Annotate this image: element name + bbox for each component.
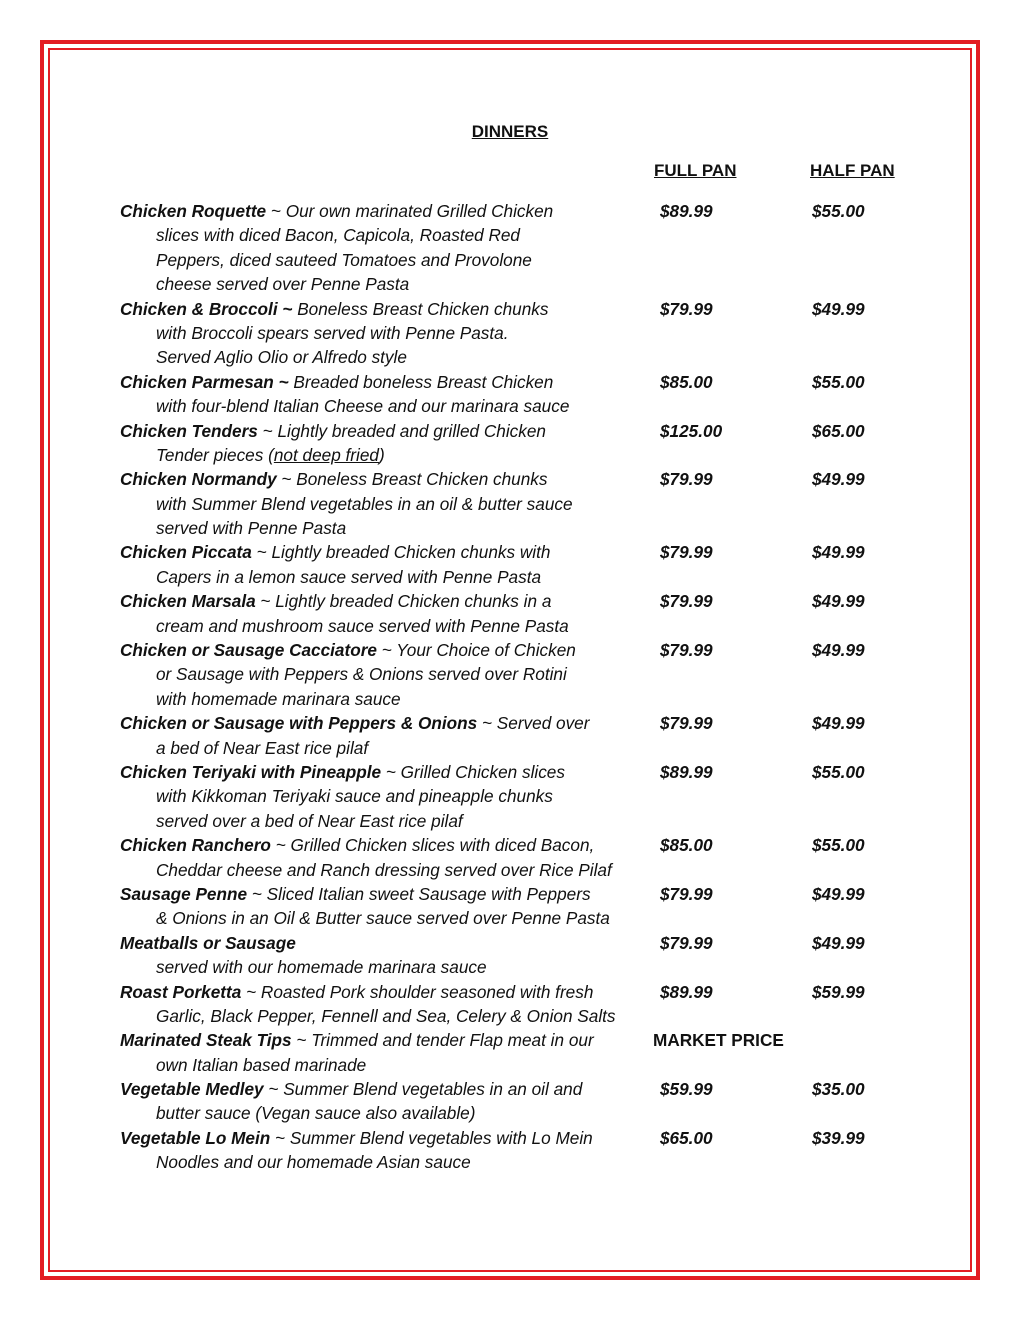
menu-item-half-pan-price: $55.00 (812, 201, 865, 221)
menu-item-full-pan-price: $59.99 (660, 1079, 713, 1100)
menu-item-separator: ~ (477, 713, 497, 734)
menu-item-description: Breaded boneless Breast Chicken (293, 371, 554, 392)
menu-item (120, 589, 920, 638)
menu-item-full-pan-price: $79.99 (660, 298, 713, 319)
menu-item-description-line: & Onions in an Oil & Butter sauce served over Penne Pasta (156, 908, 610, 929)
menu-item-description-line: Cheddar cheese and Ranch dressing served over Rice Pilaf (156, 859, 612, 880)
menu-item-description: Trimmed and tender Flap meat in our (311, 1030, 594, 1051)
menu-item-half-pan-price: $49.99 (812, 640, 865, 661)
menu-item-description-line: own Italian based marinade (156, 1054, 367, 1075)
menu-item-first-line (120, 1126, 920, 1150)
menu-item-full-pan-price: $85.00 (660, 835, 713, 856)
menu-item-name: Chicken Piccata (120, 542, 252, 563)
menu-item-description-line: Garlic, Black Pepper, Fennell and Sea, Celery & Onion Salts (156, 1005, 616, 1026)
menu-item-full-pan-price: $89.99 (660, 761, 713, 782)
menu-item-half-pan-price: $49.99 (812, 591, 865, 612)
menu-item (120, 882, 920, 931)
half-pan-header: HALF PAN (810, 161, 895, 180)
menu-item-description-line: Capers in a lemon sauce served with Penne Pasta (156, 566, 542, 587)
menu-item-separator: ~ (270, 835, 291, 856)
menu-item-separator: ~ (266, 201, 286, 221)
menu-item-description-line: served with our homemade marinara sauce (156, 957, 487, 978)
menu-item-description-line: Noodles and our homemade Asian sauce (156, 1152, 471, 1173)
menu-item-name: Meatballs or Sausage (120, 932, 296, 953)
menu-item-description-text: Tender pieces ( (156, 444, 274, 465)
menu-item-separator: ~ (276, 469, 297, 490)
menu-item-separator: ~ (376, 640, 397, 661)
menu-item-first-line (120, 638, 920, 662)
menu-item-description: Boneless Breast Chicken chunks (296, 469, 548, 490)
menu-item-first-line (120, 467, 920, 491)
menu-item (120, 980, 920, 1029)
menu-item-half-pan-price: $59.99 (812, 981, 865, 1002)
menu-item-half-pan-price: $49.99 (812, 932, 865, 953)
menu-item-first-line (120, 419, 920, 443)
menu-item-first-line (120, 589, 920, 613)
menu-item-half-pan-price: $65.00 (812, 420, 865, 441)
menu-item-full-pan-price: $125.00 (660, 420, 723, 441)
menu-item-half-pan-price: $55.00 (812, 371, 865, 392)
menu-item-market-price: MARKET PRICE (653, 1030, 784, 1051)
menu-item-separator: ~ (251, 542, 272, 563)
menu-item-name: Chicken Ranchero (120, 835, 271, 856)
menu-item-separator: ~ (241, 981, 261, 1002)
menu-item-half-pan-price: $55.00 (812, 761, 865, 782)
menu-item-name: Chicken Marsala (120, 591, 256, 612)
menu-item-description: Summer Blend vegetables with Lo Mein (289, 1127, 593, 1148)
menu-item-name: Vegetable Lo Mein (120, 1127, 271, 1148)
menu-item-full-pan-price: $79.99 (660, 883, 713, 904)
menu-item-name: Chicken Parmesan ~ (120, 371, 289, 392)
menu-item-description: Grilled Chicken slices with diced Bacon, (290, 835, 595, 856)
menu-item-separator: ~ (255, 591, 276, 612)
menu-item-description: Sliced Italian sweet Sausage with Peppers (266, 883, 591, 904)
menu-item-first-line (120, 540, 920, 564)
menu-item (120, 638, 920, 711)
menu-item-name: Chicken & Broccoli ~ (120, 298, 293, 319)
menu-item-half-pan-price: $49.99 (812, 298, 865, 319)
menu-item-separator: ~ (291, 1030, 312, 1051)
menu-item-description: Lightly breaded and grilled Chicken (277, 420, 546, 441)
menu-list (120, 199, 920, 1175)
menu-item-description-line: served over a bed of Near East rice pilaf (156, 810, 463, 831)
menu-item-description-line: cream and mushroom sauce served with Penne Pasta (156, 615, 569, 636)
menu-item-description-line: or Sausage with Peppers & Onions served over Rotini (156, 664, 567, 685)
menu-item-description-line: with Broccoli spears served with Penne Pasta. (156, 322, 509, 343)
menu-item-full-pan-price: $79.99 (660, 591, 713, 612)
full-pan-header: FULL PAN (654, 161, 737, 180)
menu-item-full-pan-price: $89.99 (660, 981, 713, 1002)
menu-item-description: Boneless Breast Chicken chunks (297, 298, 549, 319)
menu-item-half-pan-price: $39.99 (812, 1127, 865, 1148)
menu-item (120, 540, 920, 589)
menu-item-half-pan-price: $49.99 (812, 883, 865, 904)
menu-item-description-line: a bed of Near East rice pilaf (156, 737, 369, 758)
menu-item-name: Chicken Tenders (120, 420, 258, 441)
menu-item (120, 467, 920, 540)
menu-item-description-line: served with Penne Pasta (156, 518, 347, 539)
menu-item-name: Chicken or Sausage with Peppers & Onions (120, 713, 478, 734)
menu-item-first-line (120, 882, 920, 906)
menu-item-description: Served over (496, 713, 590, 734)
menu-item (120, 931, 920, 980)
menu-item-full-pan-price: $79.99 (660, 542, 713, 563)
menu-item-full-pan-price: $79.99 (660, 932, 713, 953)
menu-item (120, 1028, 920, 1077)
menu-item-description-line: with homemade marinara sauce (156, 688, 401, 709)
menu-item-separator: ~ (247, 883, 267, 904)
menu-item (120, 711, 920, 760)
menu-item-description-line: with Summer Blend vegetables in an oil & butter sauce (156, 493, 573, 514)
menu-item-half-pan-price: $35.00 (812, 1079, 865, 1100)
menu-item-first-line (120, 1028, 920, 1052)
menu-item (120, 1126, 920, 1175)
menu-item-name: Vegetable Medley (120, 1079, 264, 1100)
menu-item-first-line (120, 711, 920, 735)
menu-item-separator: ~ (263, 1079, 284, 1100)
menu-item-full-pan-price: $79.99 (660, 469, 713, 490)
menu-item (120, 833, 920, 882)
menu-item-description-line (120, 443, 920, 467)
menu-item-description-line: with Kikkoman Teriyaki sauce and pineapple chunks (156, 786, 553, 807)
menu-item-note: not deep fried (273, 444, 379, 465)
menu-item-full-pan-price: $89.99 (660, 201, 713, 221)
menu-item (120, 370, 920, 419)
menu-item-description: Your Choice of Chicken (396, 640, 576, 661)
menu-item-separator: ~ (257, 420, 278, 441)
menu-item-name: Chicken Teriyaki with Pineapple (120, 761, 382, 782)
menu-item-name: Chicken Normandy (120, 469, 277, 490)
menu-item-description-line: Served Aglio Olio or Alfredo style (156, 347, 407, 368)
menu-item-first-line (120, 760, 920, 784)
menu-item-full-pan-price: $79.99 (660, 713, 713, 734)
menu-item (120, 760, 920, 833)
menu-item-half-pan-price: $55.00 (812, 835, 865, 856)
menu-item-description-text: ) (378, 444, 385, 465)
menu-item-first-line (120, 980, 920, 1004)
menu-item-description: Summer Blend vegetables in an oil and (283, 1079, 583, 1100)
menu-item-description-line: slices with diced Bacon, Capicola, Roasted Red (156, 225, 520, 246)
menu-item-name: Chicken Roquette (120, 201, 267, 221)
menu-item (120, 199, 920, 297)
page-title: DINNERS (471, 122, 549, 141)
menu-item-first-line (120, 1077, 920, 1101)
menu-item-name: Sausage Penne (120, 883, 248, 904)
menu-item-full-pan-price: $65.00 (660, 1127, 713, 1148)
menu-item (120, 297, 920, 370)
menu-item-half-pan-price: $49.99 (812, 542, 865, 563)
menu-item-name: Roast Porketta (120, 981, 242, 1002)
menu-item-first-line (120, 931, 920, 955)
menu-item-description: Lightly breaded Chicken chunks in a (275, 591, 552, 612)
menu-item-description-line: with four-blend Italian Cheese and our marinara sauce (156, 396, 570, 417)
menu-item-first-line (120, 297, 920, 321)
menu-item-full-pan-price: $85.00 (660, 371, 713, 392)
menu-item-name: Chicken or Sausage Cacciatore (120, 640, 377, 661)
menu-item-first-line (120, 370, 920, 394)
menu-item-first-line (120, 833, 920, 857)
menu-item-description-line: butter sauce (Vegan sauce also available) (156, 1103, 476, 1124)
menu-item-description: Lightly breaded Chicken chunks with (271, 542, 551, 563)
menu-item-full-pan-price: $79.99 (660, 640, 713, 661)
menu-item-description-line: Peppers, diced sauteed Tomatoes and Provolone (156, 249, 532, 270)
menu-item-description: Grilled Chicken slices (400, 761, 565, 782)
menu-item-half-pan-price: $49.99 (812, 469, 865, 490)
menu-item-separator: ~ (270, 1127, 290, 1148)
menu-item-description: Roasted Pork shoulder seasoned with fresh (260, 981, 594, 1002)
menu-item-description: Our own marinated Grilled Chicken (285, 201, 554, 221)
menu-item-name: Marinated Steak Tips (120, 1030, 292, 1051)
menu-item (120, 1077, 920, 1126)
menu-item (120, 419, 920, 468)
menu-item-description-line: cheese served over Penne Pasta (156, 274, 410, 295)
menu-item-half-pan-price: $49.99 (812, 713, 865, 734)
menu-item-first-line (120, 199, 920, 223)
menu-item-separator: ~ (381, 761, 401, 782)
